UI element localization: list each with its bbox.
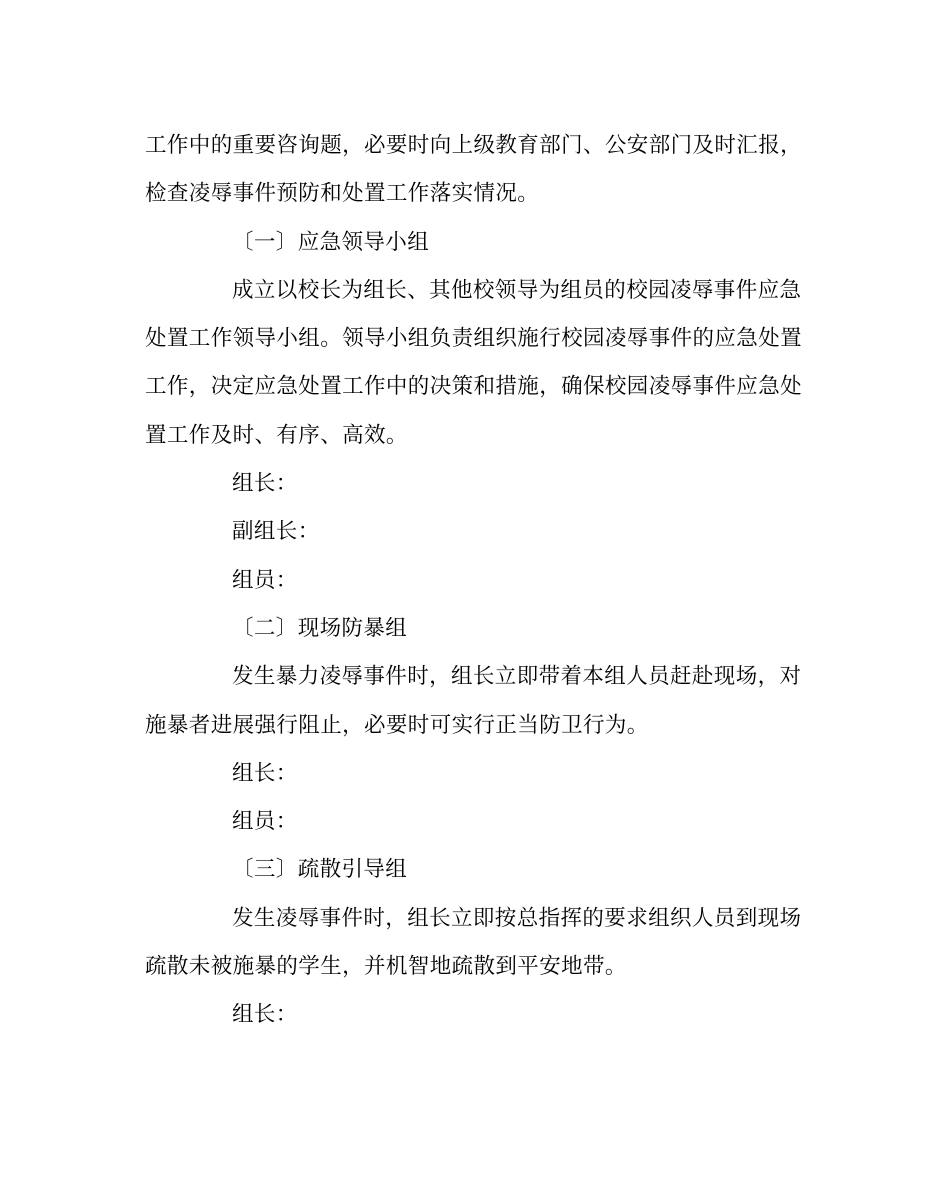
text-line: 施暴者进展强行阻止，必要时可实行正当防卫行为。 [145, 712, 649, 738]
text-line: 疏散未被施暴的学生，并机智地疏散到平安地带。 [145, 954, 627, 980]
text-line: 置工作及时、有序、高效。 [145, 422, 408, 448]
section-heading-onsite-antiviolence: 〔二〕现场防暴组 [232, 615, 408, 641]
document-body [145, 122, 810, 1040]
role-label-leader: 组长： [232, 471, 298, 497]
role-label-member: 组员： [232, 567, 298, 593]
text-line: 工作中的重要咨询题，必要时向上级教育部门、公安部门及时汇报， [145, 133, 803, 158]
role-label-deputy-leader: 副组长： [232, 519, 320, 545]
text-line: 检查凌辱事件预防和处置工作落实情况。 [145, 181, 540, 207]
section-heading-evacuation-guidance: 〔三〕疏散引导组 [232, 857, 408, 883]
role-label-member: 组员： [232, 809, 298, 835]
role-label-leader: 组长： [232, 760, 298, 786]
section-heading-emergency-leadership: 〔一〕应急领导小组 [232, 229, 430, 255]
text-line: 成立以校长为组长、其他校领导为组员的校园凌辱事件应急 [232, 277, 802, 303]
text-line: 发生暴力凌辱事件时，组长立即带着本组人员赶赴现场，对 [232, 664, 802, 690]
text-line: 发生凌辱事件时，组长立即按总指挥的要求组织人员到现场 [232, 905, 802, 931]
text-line: 处置工作领导小组。领导小组负责组织施行校园凌辱事件的应急处置 [145, 326, 803, 352]
role-label-leader: 组长： [232, 1002, 298, 1028]
text-line: 工作，决定应急处置工作中的决策和措施，确保校园凌辱事件应急处 [145, 374, 803, 400]
